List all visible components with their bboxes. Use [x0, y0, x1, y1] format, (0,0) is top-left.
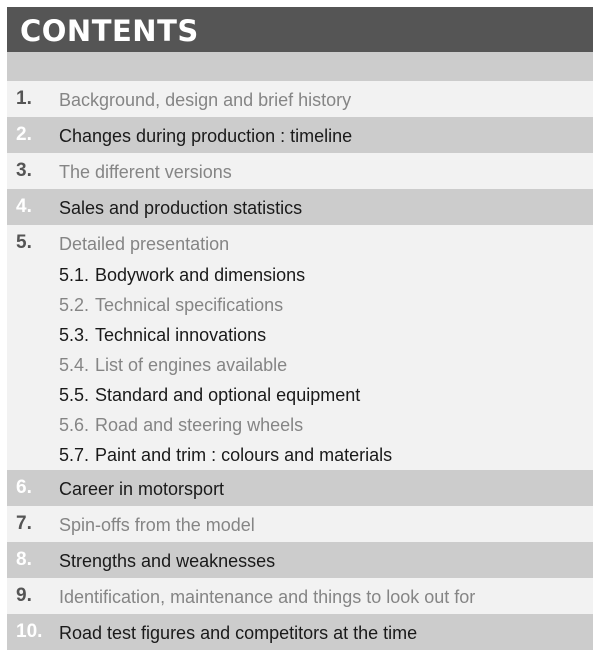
toc-item-title: The different versions: [59, 162, 232, 182]
toc-subitem-5-4[interactable]: [59, 350, 392, 380]
contents-title: CONTENTS: [7, 7, 593, 52]
toc-item-5: [7, 225, 593, 470]
toc-item-number: 8.: [16, 549, 32, 570]
toc-item-title: Background, design and brief history: [59, 90, 352, 110]
toc-item-number: 7.: [16, 513, 32, 534]
toc-subitem-5-2[interactable]: [59, 290, 392, 320]
toc-subitem-title: Bodywork and dimensions: [95, 265, 306, 285]
toc-subitem-5-7[interactable]: [59, 440, 392, 470]
toc-item-title: Career in motorsport: [59, 479, 225, 499]
toc-item-9[interactable]: [7, 578, 593, 614]
toc-item-2[interactable]: [7, 117, 593, 153]
toc-subitem-title: Standard and optional equipment: [95, 385, 361, 405]
toc-subitem-number: 5.3.: [59, 325, 90, 345]
toc-item-number: 9.: [16, 585, 32, 606]
toc-item-4[interactable]: [7, 189, 593, 225]
toc-subitem-title: Technical innovations: [95, 325, 267, 345]
toc-item-title: Identification, maintenance and things to look out for: [59, 587, 476, 607]
toc-subitem-number: 5.4.: [59, 355, 90, 375]
toc-subitem-5-6[interactable]: [59, 410, 392, 440]
toc-subitem-5-5[interactable]: [59, 380, 392, 410]
toc-item-number: 1.: [16, 88, 32, 109]
toc-subitem-number: 5.7.: [59, 445, 90, 465]
toc-item-6[interactable]: [7, 470, 593, 506]
toc-item-1[interactable]: [7, 81, 593, 117]
toc-item-number: 4.: [16, 196, 32, 217]
contents-panel: [7, 7, 593, 650]
toc-item-7[interactable]: [7, 506, 593, 542]
toc-item-number: 5.: [16, 232, 32, 253]
toc-item-title: Spin-offs from the model: [59, 515, 255, 535]
toc-subitem-5-3[interactable]: [59, 320, 392, 350]
toc-subitem-title: Paint and trim : colours and materials: [95, 445, 393, 465]
toc-subitems-list: [59, 260, 392, 470]
toc-item-title: Road test figures and competitors at the time: [59, 623, 418, 643]
toc-subitem-title: Road and steering wheels: [95, 415, 304, 435]
toc-item-8[interactable]: [7, 542, 593, 578]
toc-item-number: 10.: [16, 621, 43, 642]
toc-subitem-title: Technical specifications: [95, 295, 284, 315]
toc-subitem-title: List of engines available: [95, 355, 288, 375]
toc-subitem-number: 5.6.: [59, 415, 90, 435]
toc-item-title: Changes during production : timeline: [59, 126, 353, 146]
toc-subitem-number: 5.1.: [59, 265, 90, 285]
toc-subitem-number: 5.5.: [59, 385, 90, 405]
toc-item-number: 2.: [16, 124, 32, 145]
toc-item-3[interactable]: [7, 153, 593, 189]
toc-subitem-number: 5.2.: [59, 295, 90, 315]
toc-item-number: 6.: [16, 477, 32, 498]
toc-item-title: Strengths and weaknesses: [59, 551, 276, 571]
header-divider-band: [7, 52, 593, 81]
toc-item-10[interactable]: [7, 614, 593, 650]
toc-subitem-5-1[interactable]: [59, 260, 392, 290]
toc-item-number: 3.: [16, 160, 32, 181]
toc-item-title[interactable]: Detailed presentation: [59, 234, 230, 254]
toc-item-title: Sales and production statistics: [59, 198, 303, 218]
